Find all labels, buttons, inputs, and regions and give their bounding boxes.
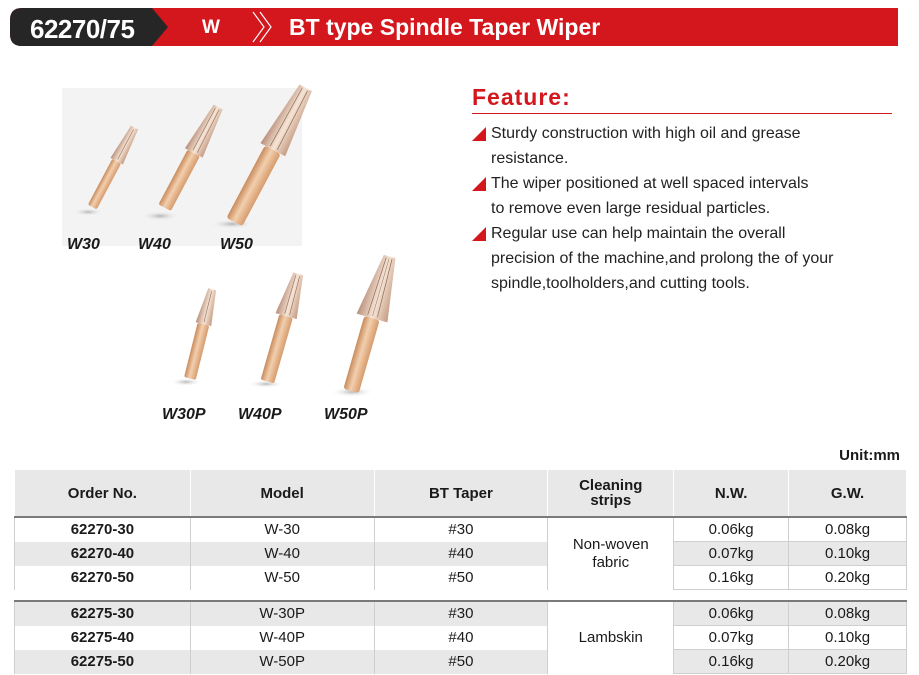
table-row (15, 601, 907, 626)
header-order-no: Order No. (15, 470, 191, 517)
table-row (15, 566, 907, 590)
cell-bt-taper: #30 (374, 517, 548, 542)
cell-model: W-50P (190, 650, 374, 674)
cell-bt-taper: #50 (374, 566, 548, 590)
table-row (15, 650, 907, 674)
wiper-w30p-image (170, 287, 220, 386)
feature-item (472, 221, 902, 296)
feature-line: spindle,toolholders,and cutting tools. (491, 275, 750, 292)
strip-line2: fabric (592, 553, 630, 571)
cell-model: W-40 (190, 542, 374, 566)
cell-bt-taper: #40 (374, 542, 548, 566)
cell-gw: 0.08kg (789, 517, 907, 542)
feature-line: resistance. (491, 150, 569, 167)
cell-gw: 0.08kg (789, 601, 907, 626)
cell-nw: 0.07kg (674, 542, 789, 566)
cell-order-no: 62275-40 (15, 626, 191, 650)
series-tag: W (202, 17, 220, 38)
cell-nw: 0.16kg (674, 650, 789, 674)
cell-gw: 0.20kg (789, 650, 907, 674)
wiper-w40p-image (248, 271, 309, 388)
label-w50p: W50P (324, 406, 368, 423)
spec-table (14, 470, 907, 674)
cell-model: W-30P (190, 601, 374, 626)
cell-order-no: 62275-30 (15, 601, 191, 626)
header-nw: N.W. (674, 470, 789, 517)
bullet-triangle-icon (472, 227, 486, 241)
header-gw: G.W. (789, 470, 907, 517)
wiper-w50p-image (330, 252, 405, 397)
header-cleaning-strips (548, 470, 674, 517)
label-w40p: W40P (238, 406, 282, 423)
unit-label: Unit:mm (839, 447, 900, 464)
cell-gw: 0.20kg (789, 566, 907, 590)
cell-bt-taper: #40 (374, 626, 548, 650)
label-w30: W30 (67, 236, 100, 253)
table-row (15, 626, 907, 650)
table-row (15, 542, 907, 566)
feature-item (472, 121, 902, 171)
cell-order-no: 62270-50 (15, 566, 191, 590)
cell-bt-taper: #50 (374, 650, 548, 674)
feature-line: Sturdy construction with high oil and grease (491, 125, 801, 142)
strip-line1: Non-woven (572, 535, 649, 553)
page-title: BT type Spindle Taper Wiper (289, 14, 601, 40)
feature-line: The wiper positioned at well spaced intervals (491, 175, 809, 192)
cell-cleaning-strip: Lambskin (548, 601, 674, 674)
cell-order-no: 62275-50 (15, 650, 191, 674)
header-model: Model (190, 470, 374, 517)
cell-cleaning-strip (548, 517, 674, 590)
cell-nw: 0.06kg (674, 517, 789, 542)
feature-heading: Feature: (472, 84, 571, 110)
bullet-triangle-icon (472, 127, 486, 141)
cell-nw: 0.16kg (674, 566, 789, 590)
table-spacer (15, 590, 907, 602)
label-w30p: W30P (162, 406, 206, 423)
header-cleaning-line1: Cleaning (579, 477, 643, 494)
cell-order-no: 62270-40 (15, 542, 191, 566)
cell-bt-taper: #30 (374, 601, 548, 626)
product-code: 62270/75 (30, 14, 135, 44)
feature-item (472, 171, 902, 221)
cell-model: W-50 (190, 566, 374, 590)
feature-divider (472, 113, 892, 114)
cell-model: W-30 (190, 517, 374, 542)
cell-nw: 0.07kg (674, 626, 789, 650)
bullet-triangle-icon (472, 177, 486, 191)
table-row (15, 517, 907, 542)
cell-nw: 0.06kg (674, 601, 789, 626)
table-header-row (15, 470, 907, 517)
label-w40: W40 (138, 236, 171, 253)
feature-line: to remove even large residual particles. (491, 200, 771, 217)
header-bt-taper: BT Taper (374, 470, 548, 517)
cell-order-no: 62270-30 (15, 517, 191, 542)
cell-gw: 0.10kg (789, 542, 907, 566)
header-cleaning-line2: strips (590, 492, 632, 509)
feature-line: Regular use can help maintain the overall (491, 225, 786, 242)
feature-line: precision of the machine,and prolong the of your (491, 250, 834, 267)
label-w50: W50 (220, 236, 253, 253)
cell-model: W-40P (190, 626, 374, 650)
cell-gw: 0.10kg (789, 626, 907, 650)
